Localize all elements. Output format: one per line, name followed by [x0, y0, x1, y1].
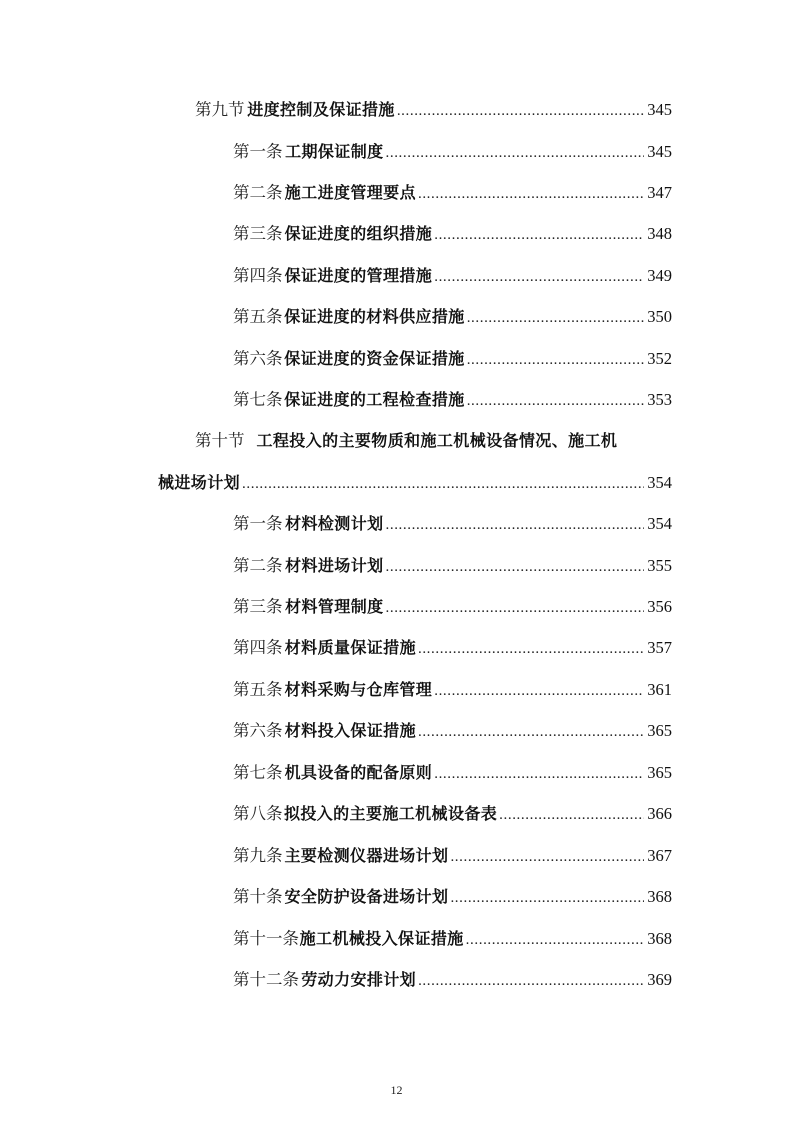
- toc-entry[interactable]: [233, 306, 672, 329]
- toc-entry-page: 353: [647, 390, 672, 409]
- toc-entry-title: 施工机械投入保证措施: [299, 929, 464, 948]
- toc-entry-number: 第二条: [233, 183, 283, 202]
- toc-entry-number: 第七条: [233, 763, 283, 782]
- toc-entry-page: 348: [647, 224, 672, 243]
- toc-entry-number: 第三条: [233, 597, 283, 616]
- toc-entry[interactable]: [233, 265, 672, 288]
- toc-entry-page: 350: [647, 307, 672, 326]
- toc-entry[interactable]: [233, 513, 672, 536]
- toc-entry-title: 劳动力安排计划: [301, 970, 417, 989]
- toc-entry-number: 第五条: [233, 307, 283, 326]
- toc-entry[interactable]: [233, 845, 672, 868]
- toc-dot-leader: [434, 680, 644, 702]
- toc-entry-title: 材料质量保证措施: [284, 638, 416, 657]
- toc-entry-page: 355: [647, 556, 672, 575]
- toc-entry-number: 第十二条: [233, 970, 299, 989]
- toc-entry-title: 材料检测计划: [285, 514, 384, 533]
- toc-entry-number: 第九节: [195, 100, 245, 119]
- toc-entry-number: 第七条: [233, 390, 283, 409]
- toc-entry[interactable]: [233, 223, 672, 246]
- toc-dot-leader: [450, 846, 644, 868]
- toc-entry[interactable]: [233, 928, 672, 951]
- toc-entry-page: 368: [647, 887, 672, 906]
- toc-entry[interactable]: [233, 762, 672, 785]
- toc-entry-page: 365: [647, 721, 672, 740]
- toc-dot-leader: [467, 307, 645, 329]
- toc-entry-page: 357: [647, 638, 672, 657]
- toc-entry-number: 第六条: [233, 721, 283, 740]
- toc-entry-number: 第九条: [233, 846, 283, 865]
- toc-entry-title: 工程投入的主要物质和施工机械设备情况、施工机: [256, 431, 618, 450]
- toc-dot-leader: [467, 390, 645, 412]
- toc-entry[interactable]: [233, 720, 672, 743]
- toc-entry[interactable]: [233, 596, 672, 619]
- toc-dot-leader: [242, 473, 644, 495]
- toc-entry-page: 345: [647, 142, 672, 161]
- toc-entry-title: 材料管理制度: [285, 597, 384, 616]
- footer-page-number: 12: [390, 1083, 403, 1097]
- toc-dot-leader: [386, 142, 645, 164]
- toc-entry[interactable]: [233, 348, 672, 371]
- toc-dot-leader: [434, 224, 644, 246]
- toc-entry[interactable]: [233, 679, 672, 702]
- toc-dot-leader: [434, 266, 644, 288]
- toc-entry-number: 第六条: [233, 349, 283, 368]
- toc-entry-title: 保证进度的管理措施: [284, 266, 433, 285]
- toc-dot-leader: [386, 597, 645, 619]
- toc-section-9[interactable]: [195, 99, 672, 122]
- toc-entry[interactable]: [233, 182, 672, 205]
- toc-entry-number: 第十条: [233, 887, 283, 906]
- toc-entry-title: 保证进度的材料供应措施: [284, 307, 465, 326]
- toc-entry-title: 机具设备的配备原则: [284, 763, 433, 782]
- toc-section-10-line2[interactable]: [158, 472, 672, 495]
- toc-dot-leader: [418, 638, 644, 660]
- toc-entry-title: 保证进度的组织措施: [284, 224, 433, 243]
- toc-entry-number: 第四条: [233, 266, 283, 285]
- toc-section-10-line1[interactable]: [195, 430, 678, 452]
- toc-entry[interactable]: [233, 555, 672, 578]
- toc-entry-title: 施工进度管理要点: [284, 183, 416, 202]
- toc-entry-title: 进度控制及保证措施: [247, 100, 395, 119]
- toc-entry-title: 材料采购与仓库管理: [284, 680, 433, 699]
- toc-dot-leader: [499, 804, 644, 826]
- toc-entry-page: 352: [647, 349, 672, 368]
- toc-entry-page: 345: [647, 100, 672, 119]
- toc-entry-page: 369: [647, 970, 672, 989]
- toc-entry-number: 第一条: [233, 142, 283, 161]
- toc-entry-title: 保证进度的资金保证措施: [284, 349, 465, 368]
- toc-entry-title: 拟投入的主要施工机械设备表: [283, 804, 498, 823]
- toc-entry-title: 材料进场计划: [285, 556, 384, 575]
- toc-entry-number: 第四条: [233, 638, 283, 657]
- toc-entry-number: 第十节: [195, 431, 245, 450]
- toc-entry-page: 368: [647, 929, 672, 948]
- toc-entry-page: 354: [647, 473, 672, 492]
- toc-entry-page: 356: [647, 597, 672, 616]
- toc-dot-leader: [418, 970, 644, 992]
- toc-entry-page: 354: [647, 514, 672, 533]
- toc-dot-leader: [418, 721, 644, 743]
- toc-entry-number: 第五条: [233, 680, 283, 699]
- toc-entry-page: 366: [647, 804, 672, 823]
- toc-dot-leader: [418, 183, 644, 205]
- toc-entry-page: 361: [647, 680, 672, 699]
- toc-entry[interactable]: [233, 886, 672, 909]
- toc-entry-number: 第二条: [233, 556, 283, 575]
- toc-entry-number: 第十一条: [233, 929, 299, 948]
- toc-entry-title: 工期保证制度: [285, 142, 384, 161]
- toc-dot-leader: [386, 556, 645, 578]
- toc-entry-number: 第一条: [233, 514, 283, 533]
- toc-entry[interactable]: [233, 803, 672, 826]
- toc-entry-page: 367: [647, 846, 672, 865]
- toc-entry-number: 第八条: [233, 804, 283, 823]
- toc-entry-page: 349: [647, 266, 672, 285]
- toc-entry-title: 材料投入保证措施: [284, 721, 416, 740]
- toc-dot-leader: [466, 929, 645, 951]
- toc-entry[interactable]: [233, 389, 672, 412]
- toc-entry-page: 347: [647, 183, 672, 202]
- toc-dot-leader: [467, 349, 645, 371]
- toc-entry-page: 365: [647, 763, 672, 782]
- toc-entry[interactable]: [233, 141, 672, 164]
- toc-entry-title-continued: 械进场计划: [158, 473, 241, 492]
- toc-dot-leader: [397, 100, 644, 122]
- toc-entry-title: 主要检测仪器进场计划: [284, 846, 449, 865]
- toc-dot-leader: [450, 887, 644, 909]
- toc-entry[interactable]: [233, 637, 672, 660]
- toc-entry[interactable]: [233, 969, 672, 992]
- toc-entry-title: 保证进度的工程检查措施: [284, 390, 465, 409]
- toc-entry-title: 安全防护设备进场计划: [284, 887, 449, 906]
- toc-dot-leader: [434, 763, 644, 785]
- toc-entry-number: 第三条: [233, 224, 283, 243]
- toc-dot-leader: [386, 514, 645, 536]
